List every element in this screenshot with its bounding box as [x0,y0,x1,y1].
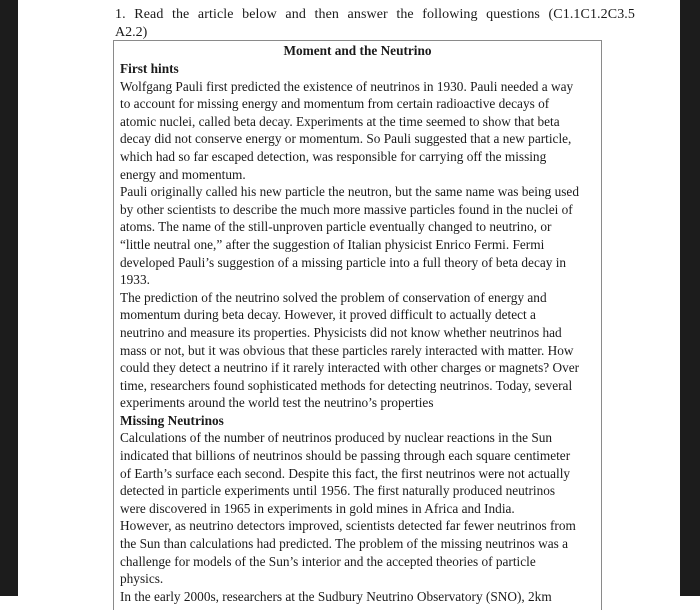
article-box [113,40,602,610]
text-line: physics. [120,571,164,587]
text-line: detected in particle experiments until 1956. The first naturally produced neutrinos [120,483,556,499]
question-line-1: 1. Read the article below and then answer the following questions (C1.1C1.2C3.5 [115,7,635,22]
paragraph [120,588,595,606]
left-dark-margin [0,0,18,596]
question-prompt [115,6,635,41]
text-line: atoms. The name of the still-unproven particle eventually changed to neutrino, or [120,219,552,235]
text-line: challenge for models of the Sun’s interior and the accepted theories of particle [120,553,536,569]
question-line-2: A2.2) [115,24,148,40]
document-page [18,0,680,604]
text-line: energy and momentum. [120,166,246,182]
text-line: by other scientists to describe the much more massive particles found in the nuclei of [120,201,573,217]
text-line: the Sun than calculations had predicted. The problem of the missing neutrinos was a [120,536,569,552]
text-line: which had so far escaped detection, was responsible for carrying off the missing [120,148,547,164]
text-line: The prediction of the neutrino solved the problem of conservation of energy and [120,289,547,305]
article-title: Moment and the Neutrino [283,43,432,58]
text-line: Calculations of the number of neutrinos produced by nuclear reactions in the Sun [120,430,553,446]
text-line: experiments around the world test the neutrino’s properties [120,395,434,411]
section-heading-missing-neutrinos: Missing Neutrinos [120,412,224,428]
paragraph [120,78,595,184]
text-line: In the early 2000s, researchers at the Sudbury Neutrino Observatory (SNO), 2km [120,588,552,604]
text-line: time, researchers found sophisticated methods for detecting neutrinos. Today, several [120,377,573,393]
text-line: Wolfgang Pauli first predicted the existence of neutrinos in 1930. Pauli needed a way [120,78,574,94]
paragraph [120,183,595,289]
paragraph [120,429,595,517]
text-line: indicated that billions of neutrinos should be passing through each square centimeter [120,448,571,464]
text-line: atomic nuclei, called beta decay. Experiments at the time seemed to show that beta [120,113,560,129]
text-line: momentum during beta decay. However, it proved difficult to actually detect a [120,307,536,323]
text-line: could they detect a neutrino if it rarely interacted with other charges or magnets? Over [120,360,580,376]
text-line: were discovered in 1965 in experiments in gold mines in Africa and India. [120,500,515,516]
paragraph [120,289,595,412]
text-line: to account for missing energy and momentum from certain radioactive decays of [120,96,550,112]
section-heading-first-hints: First hints [120,61,179,76]
text-line: 1933. [120,272,150,288]
text-line: neutrino and measure its properties. Physicists did not know whether neutrinos had [120,324,562,340]
right-dark-margin [680,0,700,596]
text-line: Pauli originally called his new particle the neutron, but the same name was being used [120,184,579,200]
text-line: developed Pauli’s suggestion of a missing particle into a full theory of beta decay in [120,254,567,270]
text-line: of Earth’s surface each second. Despite this fact, the first neutrinos were not actually [120,465,571,481]
text-line: mass or not, but it was obvious that these particles rarely interacted with matter. How [120,342,574,358]
text-line: However, as neutrino detectors improved, scientists detected far fewer neutrinos from [120,518,576,534]
text-line: “little neutral one,” after the suggestion of Italian physicist Enrico Fermi. Fermi [120,236,545,252]
text-line: decay did not conserve energy or momentum. So Pauli suggested that a new particle, [120,131,572,147]
paragraph [120,517,595,587]
